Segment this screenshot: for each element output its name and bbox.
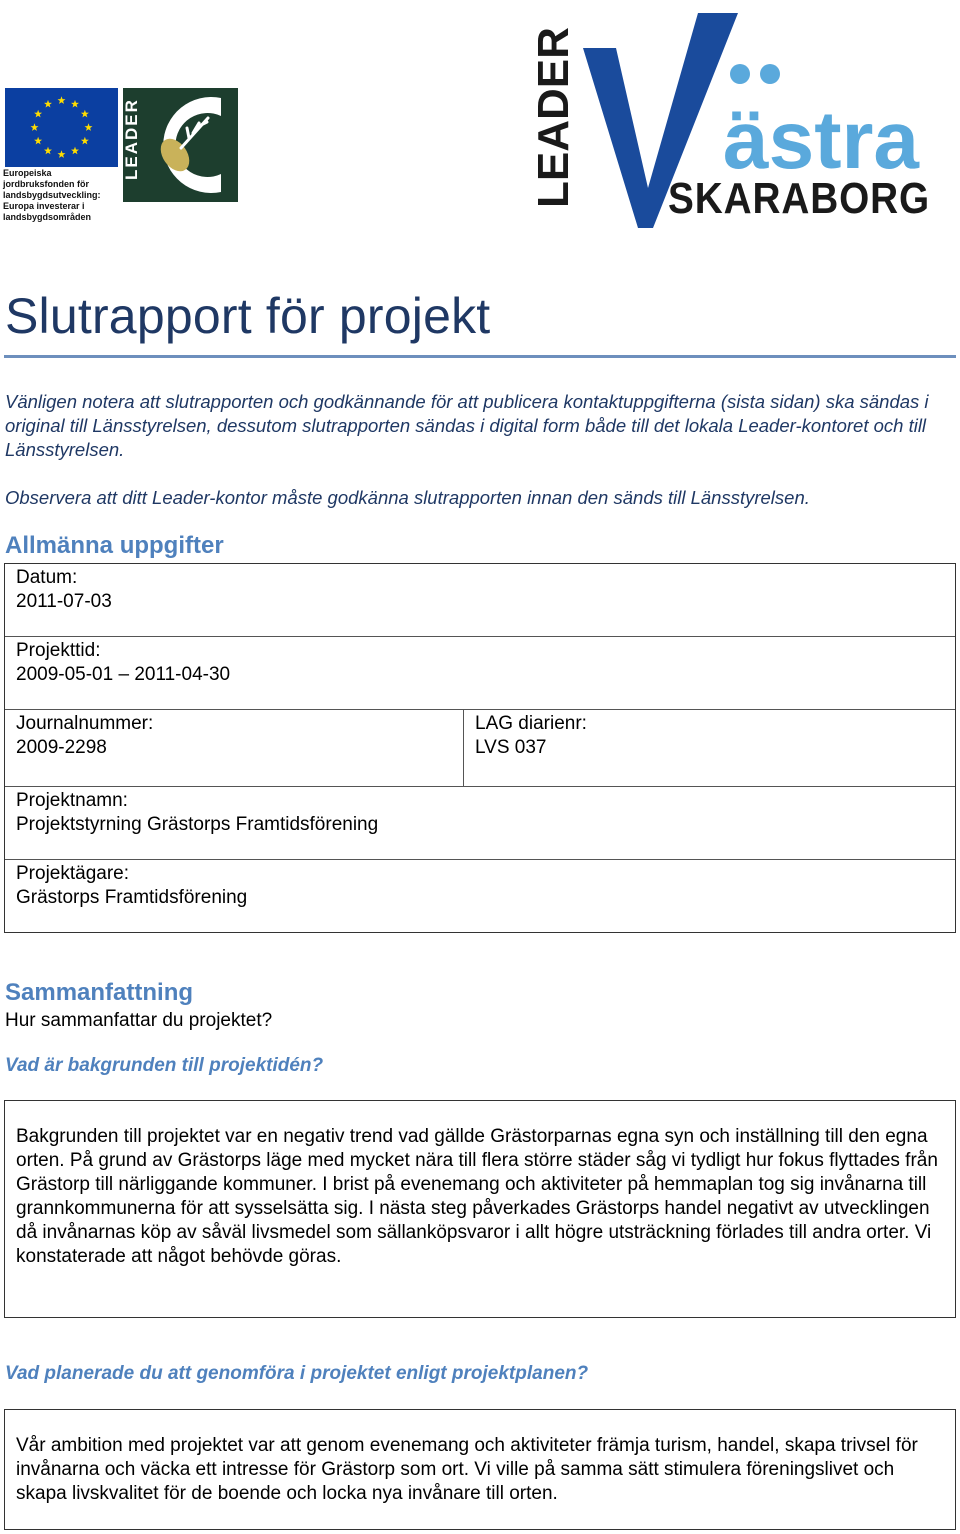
background-question: Vad är bakgrunden till projektidén? — [5, 1055, 324, 1076]
summary-heading: Sammanfattning — [5, 979, 194, 1006]
summary-question: Hur sammanfattar du projektet? — [5, 1010, 273, 1031]
lag-value: LVS 037 — [475, 737, 547, 758]
leader-logo — [123, 88, 238, 202]
general-info-table — [4, 563, 956, 933]
projektnamn-value: Projektstyrning Grästorps Framtidsförening — [16, 814, 379, 835]
projektnamn-label: Projektnamn: — [16, 790, 128, 811]
journal-label: Journalnummer: — [16, 713, 154, 734]
row-divider — [5, 709, 955, 710]
row-divider — [5, 859, 955, 860]
datum-value: 2011-07-03 — [16, 591, 112, 612]
row-divider — [5, 636, 955, 637]
vastra-text: ästra — [723, 95, 920, 186]
title-divider — [4, 355, 956, 358]
leader-vastra-skaraborg-logo — [528, 8, 938, 233]
plan-answer: Vår ambition med projektet var att genom evenemang och aktiviteter främja turism, handel, skapa trivsel för invånarna och väcka ett intresse för Grästorp som ort. Vi ville på samma sätt stimulera föreningslivet och skapa livskvalitet för de boende och locka nya invånare till orten. — [16, 1435, 918, 1504]
eu-caption: Europeiska jordbruksfonden för landsbygdsutveckling: Europa investerar i landsbygdsområden — [3, 168, 101, 222]
journal-value: 2009-2298 — [16, 737, 107, 758]
projekttid-value: 2009-05-01 – 2011-04-30 — [16, 664, 231, 685]
row-divider — [5, 786, 955, 787]
intro-note: Vänligen notera att slutrapporten och godkännande för att publicera kontaktuppgifterna (sista sidan) ska sändas i original till Länsstyrelsen, dessutom slutrapporten sändas i digital form både till det lokala Leader-kontoret och till Länsstyrelsen. — [5, 391, 929, 460]
leader-wordmark: LEADER — [123, 98, 141, 180]
agare-label: Projektägare: — [16, 863, 130, 884]
intro-observe: Observera att ditt Leader-kontor måste godkänna slutrapporten innan den sänds till Länsstyrelsen. — [5, 487, 810, 508]
skaraborg-text: SKARABORG — [668, 174, 930, 223]
eu-flag-logo — [5, 88, 118, 167]
column-divider — [463, 709, 464, 786]
eu-stars-icon — [5, 88, 118, 167]
background-answer-box — [4, 1100, 956, 1318]
datum-label: Datum: — [16, 567, 78, 588]
plan-question: Vad planerade du att genomföra i projektet enligt projektplanen? — [5, 1363, 589, 1384]
projekttid-label: Projekttid: — [16, 640, 101, 661]
agare-value: Grästorps Framtidsförening — [16, 887, 248, 908]
lag-label: LAG diarienr: — [475, 713, 587, 734]
background-answer: Bakgrunden till projektet var en negativ trend vad gällde Grästorparnas egna syn och inställning till den egna orten. På grund av Grästorps läge med mycket nära till flera större städer såg vi tydligt hur fokus flyttades från Grästorp till närliggande kommuner. I brist på evenemang och aktiviteter på hemmaplan tog sig invånarna till grannkommunerna för att sysselsätta sig. I nästa steg påverkades Grästorps handel negativt av utvecklingen då invånarnas köp av såväl livsmedel som sällanköpsvaror i allt högre utsträckning förlades till andra orter. Vi konstaterade att något behövde göras. — [16, 1126, 938, 1267]
page-title: Slutrapport för projekt — [5, 288, 491, 344]
vastra-leader-text: LEADER — [529, 27, 578, 208]
plan-answer-box — [4, 1409, 956, 1530]
general-info-heading: Allmänna uppgifter — [5, 532, 224, 559]
